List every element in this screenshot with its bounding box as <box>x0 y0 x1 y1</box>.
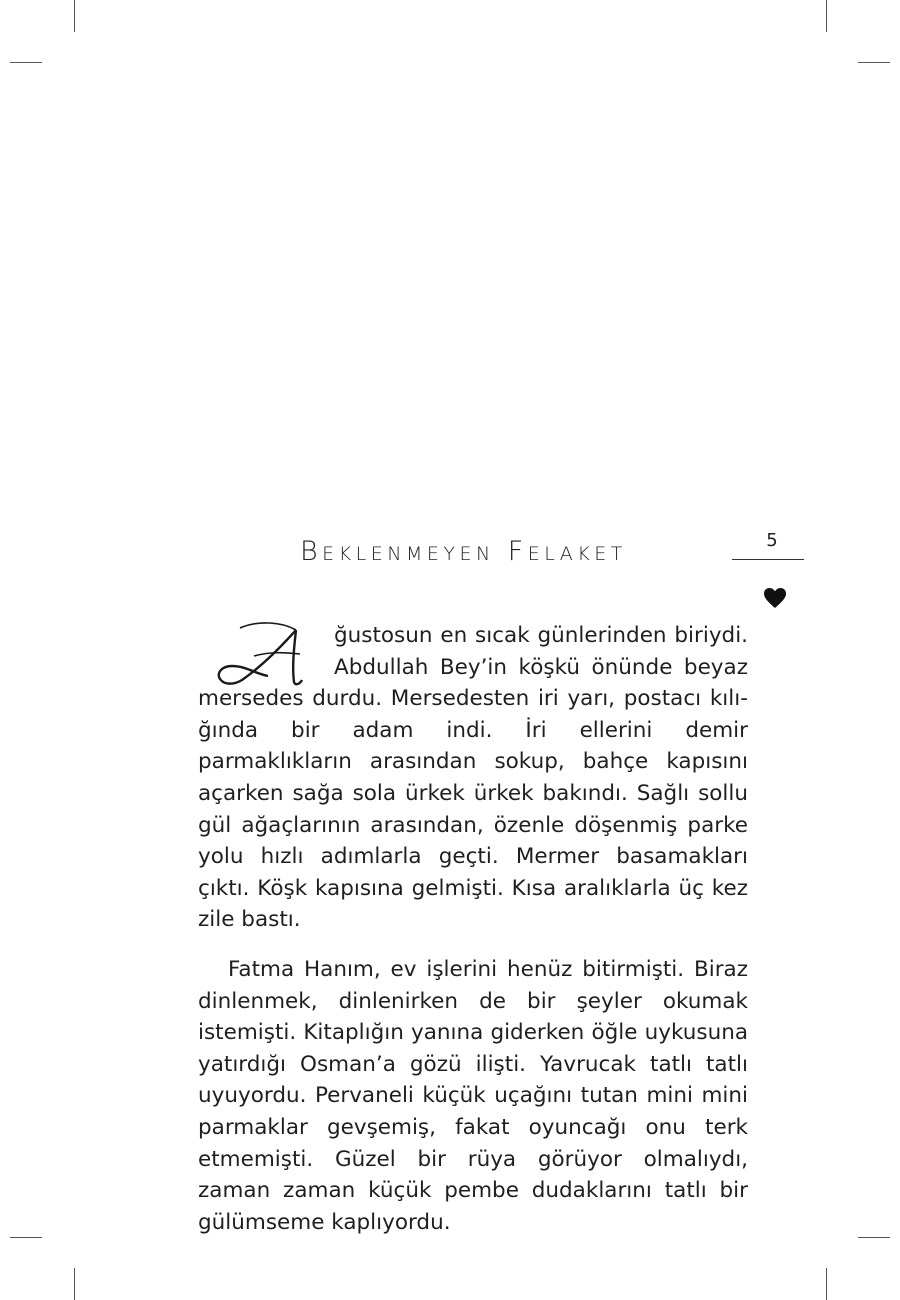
crop-mark-left-top <box>10 62 42 63</box>
drop-cap <box>210 624 322 682</box>
paragraph-1 <box>198 620 748 936</box>
page-number-rule <box>732 559 804 560</box>
chapter-title: Beklenmeyen Felaket <box>300 536 627 567</box>
crop-mark-right-top <box>858 62 890 63</box>
drop-cap-ornament <box>210 618 322 688</box>
heart-icon <box>763 587 787 609</box>
crop-mark-top-right <box>826 0 827 32</box>
crop-mark-top-left <box>74 0 75 32</box>
body-text <box>198 620 748 1238</box>
crop-mark-left-bottom <box>10 1237 42 1238</box>
crop-mark-right-bottom <box>858 1237 890 1238</box>
crop-mark-bottom-left <box>74 1268 75 1300</box>
crop-mark-bottom-right <box>826 1268 827 1300</box>
page-number: 5 <box>766 530 778 551</box>
paragraph-2: Fatma Hanım, ev işlerini henüz bitirmişti. Biraz dinlenmek, dinlenirken de bir şeyler okumak istemişti. Kitaplığın yanına giderken öğle uykusuna yatırdığı Osman’a gözü ilişti. Yavrucak tatlı tatlı uyuyordu. Pervaneli küçük uçağını tutan mini mini parmaklar gevşemiş, fakat oyuncağı onu terk etmemişti. Güzel bir rüya görüyor olmalıydı, zaman zaman küçük pembe dudaklarını tatlı bir gülümseme kaplıyordu. <box>198 956 748 1235</box>
paragraph-1-text: ğustosun en sıcak günlerinden biriydi. Abdullah Bey’in köşkü önünde beyaz mersedes durdu. Mersedesten iri yarı, postacı kılığında bir adam indi. İri ellerini demir parmaklıkların arasından sokup, bahçe kapısını açarken sağa sola ürkek ürkek bakındı. Sağlı sollu gül ağaçlarının arasından, özenle döşenmiş parke yolu hızlı adımlarla geçti. Mermer basamakları çıktı. Köşk kapısına gelmişti. Kısa aralıklarla üç kez zile bastı. <box>198 623 748 933</box>
